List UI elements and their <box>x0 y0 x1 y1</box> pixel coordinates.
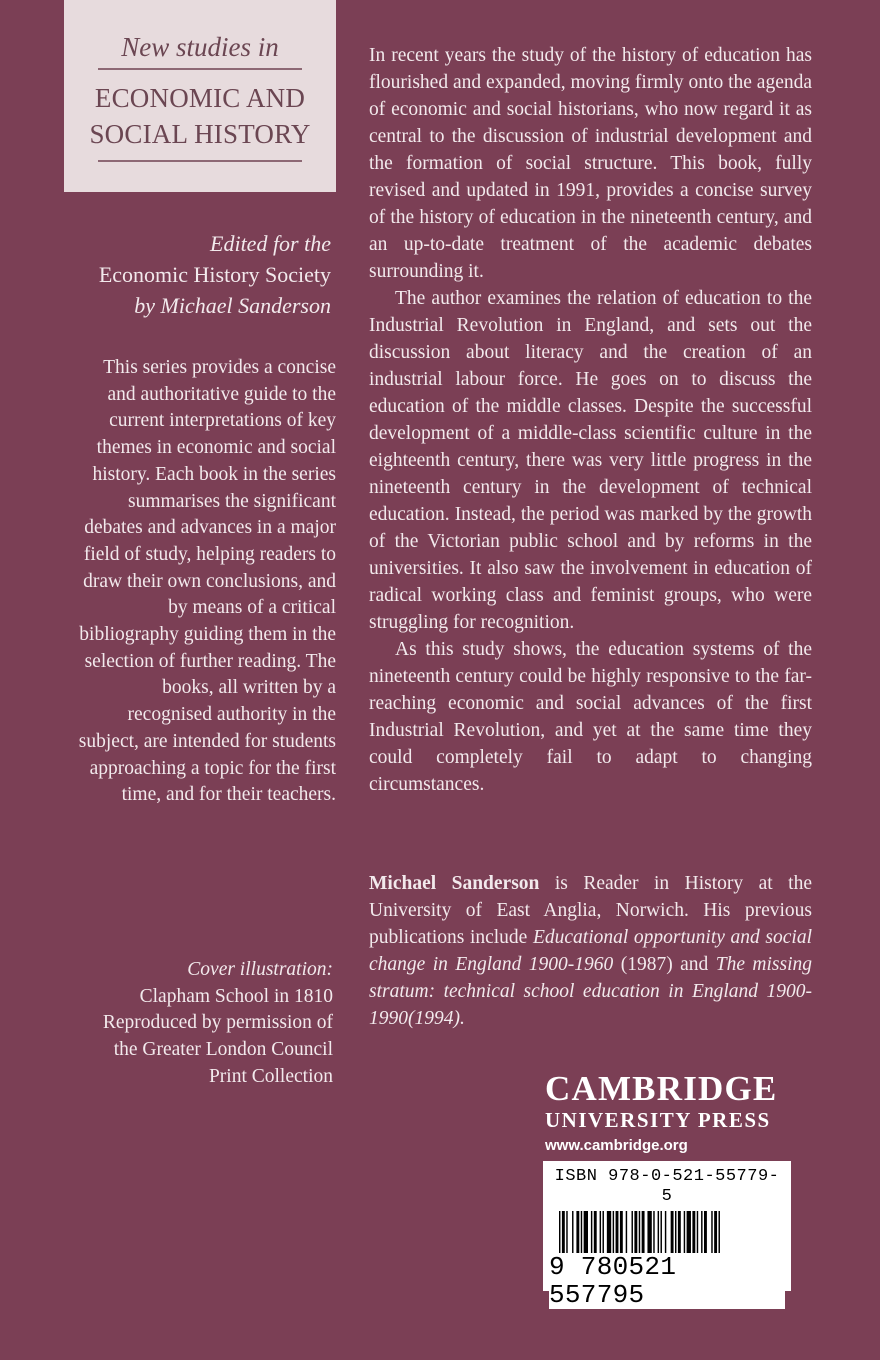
description-paragraph-3: As this study shows, the education systems of the nineteenth century could be highly responsive to the far-reaching economic and social advances of the first Industrial Revolution, and yet at the same time they could completely fail to adapt to changing circumstances. <box>369 639 812 795</box>
description-paragraph-1: In recent years the study of the history of education has flourished and expanded, moving firmly onto the agenda of economic and social historians, who now regard it as central to the discussion of industrial development and the formation of social structure. This book, fully revised and updated in 1991, provides a concise survey of the history of education in the nineteenth century, and an up-to-date treatment of the academic debates surrounding it. <box>369 45 812 282</box>
isbn-barcode <box>543 1161 791 1310</box>
bio-text-1: is Reader in History at the University of East Anglia, Norwich. His previous publications include <box>369 873 812 948</box>
credit-line4: Print Collection <box>208 1065 333 1087</box>
series-panel <box>64 0 336 192</box>
bio-title-2: The missing stratum: technical school education in England 1900-1990(1994). <box>369 954 812 1029</box>
series-title-line1: ECONOMIC AND <box>94 83 306 113</box>
publisher-subtitle: UNIVERSITY PRESS <box>545 1108 771 1132</box>
cover-illustration-credit <box>74 957 333 1091</box>
author-bio <box>369 870 812 1032</box>
book-description <box>369 42 812 798</box>
series-blurb: This series provides a concise and authoritative guide to the current interpretations of key themes in economic and social history. Each book in the series summarises the significant debates and advances in a major field of study, helping readers to draw their own conclusions, and by means of a critical bibliography guiding them in the selection of further reading. The books, all written by a recognised authority in the subject, are intended for students approaching a topic for the first time, and for their teachers. <box>78 357 336 806</box>
credit-line1: Clapham School in 1810 <box>139 985 333 1007</box>
description-paragraph-2: The author examines the relation of education to the Industrial Revolution in England, and sets out the discussion about literacy and the creation of an industrial labour force. He goes on to discuss the education of the middle classes. Despite the successful development of a middle-class scientific culture in the eighteenth century, there was very little progress in the nineteenth century in the development of technical education. Instead, the period was marked by the growth of the Victorian public school and by reforms in the universities. It also saw the involvement in education of radical working class and feminist groups, who were struggling for recognition. <box>369 288 812 633</box>
barcode-digits: 9 780521 557795 <box>549 1253 785 1309</box>
isbn-label: ISBN 978-0-521-55779-5 <box>554 1167 780 1206</box>
series-title-line2: SOCIAL HISTORY <box>89 119 311 149</box>
editor-line1: Edited for the <box>210 231 331 256</box>
bio-title-1: Educational opportunity and social change in England 1900-1960 <box>369 927 812 975</box>
series-title <box>64 80 336 152</box>
editor-credit <box>11 228 331 321</box>
credit-line3: the Greater London Council <box>113 1039 333 1061</box>
publisher-logo <box>545 1070 795 1158</box>
series-label: New studies in <box>121 32 279 62</box>
author-name: Michael Sanderson <box>369 873 540 894</box>
series-rule-bottom <box>98 160 302 162</box>
credit-label: Cover illustration: <box>187 959 333 980</box>
publisher-url: www.cambridge.org <box>545 1137 688 1154</box>
publisher-name: CAMBRIDGE <box>545 1069 778 1108</box>
editor-line3: by Michael Sanderson <box>134 293 331 318</box>
bio-text-2: (1987) and <box>613 954 716 975</box>
editor-line2: Economic History Society <box>98 262 331 287</box>
series-rule-top <box>98 68 302 70</box>
credit-line2: Reproduced by permission of <box>102 1012 333 1034</box>
